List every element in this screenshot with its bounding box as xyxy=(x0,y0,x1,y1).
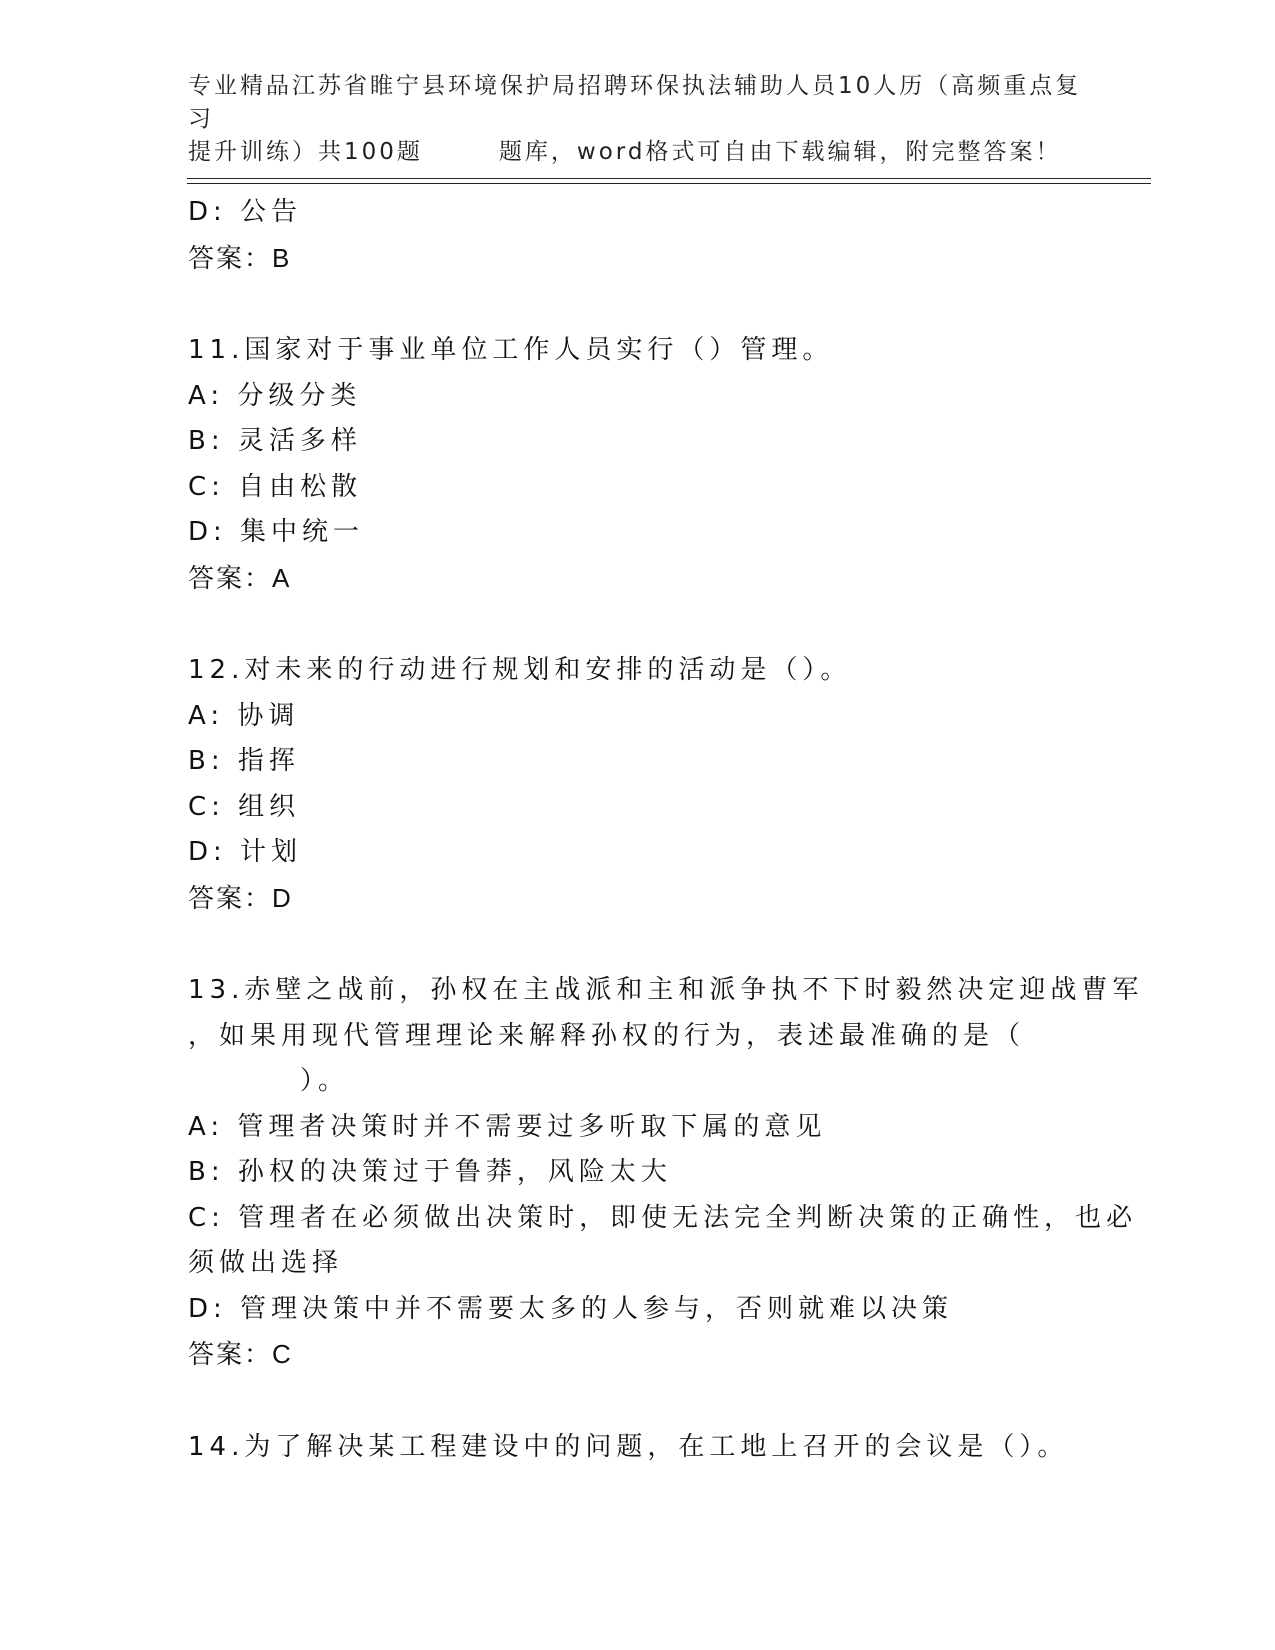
question-list xyxy=(188,190,1144,1470)
question-14 xyxy=(188,1425,1078,1471)
question-stem-line-2: ，如果用现代管理理论来解释孙权的行为，表述最准确的是（ xyxy=(188,1020,1026,1051)
answer: 答案：A xyxy=(188,562,292,593)
option-a: A: 协调 xyxy=(188,700,300,731)
document-header xyxy=(188,70,1088,169)
option-a: A: 管理者决策时并不需要过多听取下属的意见 xyxy=(188,1111,827,1142)
header-line-2-part-b: 题库，word格式可自由下载编辑，附完整答案！ xyxy=(498,139,1062,165)
prev-option-d: D: 公告 xyxy=(188,197,303,227)
header-divider-bottom xyxy=(187,183,1151,184)
option-d: D: 计划 xyxy=(188,837,303,867)
question-stem: 11.国家对于事业单位工作人员实行（）管理。 xyxy=(188,335,834,365)
question-stem-line-3: ）。 xyxy=(300,1066,350,1096)
question-stem-line-1: 13.赤壁之战前，孙权在主战派和主和派争执不下时毅然决定迎战曹军 xyxy=(188,975,1144,1005)
question-11 xyxy=(188,328,1078,601)
answer: 答案：C xyxy=(188,1339,293,1369)
option-d: D: 管理决策中并不需要太多的人参与，否则就难以决策 xyxy=(188,1293,954,1324)
option-a: A: 分级分类 xyxy=(188,380,362,411)
option-b: B: 指挥 xyxy=(188,746,300,776)
header-divider-top xyxy=(187,178,1151,179)
option-c: C: 自由松散 xyxy=(188,471,363,502)
option-c-line-1: C: 管理者在必须做出决策时，即使无法完全判断决策的正确性，也必 xyxy=(188,1202,1138,1233)
option-c-line-2: 须做出选择 xyxy=(188,1248,344,1278)
header-line-2 xyxy=(188,136,1088,169)
answer: 答案：D xyxy=(188,882,293,913)
header-line-1: 专业精品江苏省睢宁县环境保护局招聘环保执法辅助人员10人历（高频重点复习 xyxy=(188,73,1082,132)
option-d: D: 集中统一 xyxy=(188,517,365,547)
question-12 xyxy=(188,648,1078,921)
question-stem: 12.对未来的行动进行规划和安排的活动是（）。 xyxy=(188,655,852,685)
option-c: C: 组织 xyxy=(188,791,301,822)
option-b: B: 灵活多样 xyxy=(188,426,362,456)
question-13 xyxy=(188,968,1144,1378)
header-line-2-part-a: 提升训练）共100题 xyxy=(188,139,423,165)
question-stem: 14.为了解决某工程建设中的问题，在工地上召开的会议是（）。 xyxy=(188,1431,1069,1462)
option-b: B: 孙权的决策过于鲁莽，风险太大 xyxy=(188,1157,672,1187)
prev-answer: 答案：B xyxy=(188,242,292,273)
